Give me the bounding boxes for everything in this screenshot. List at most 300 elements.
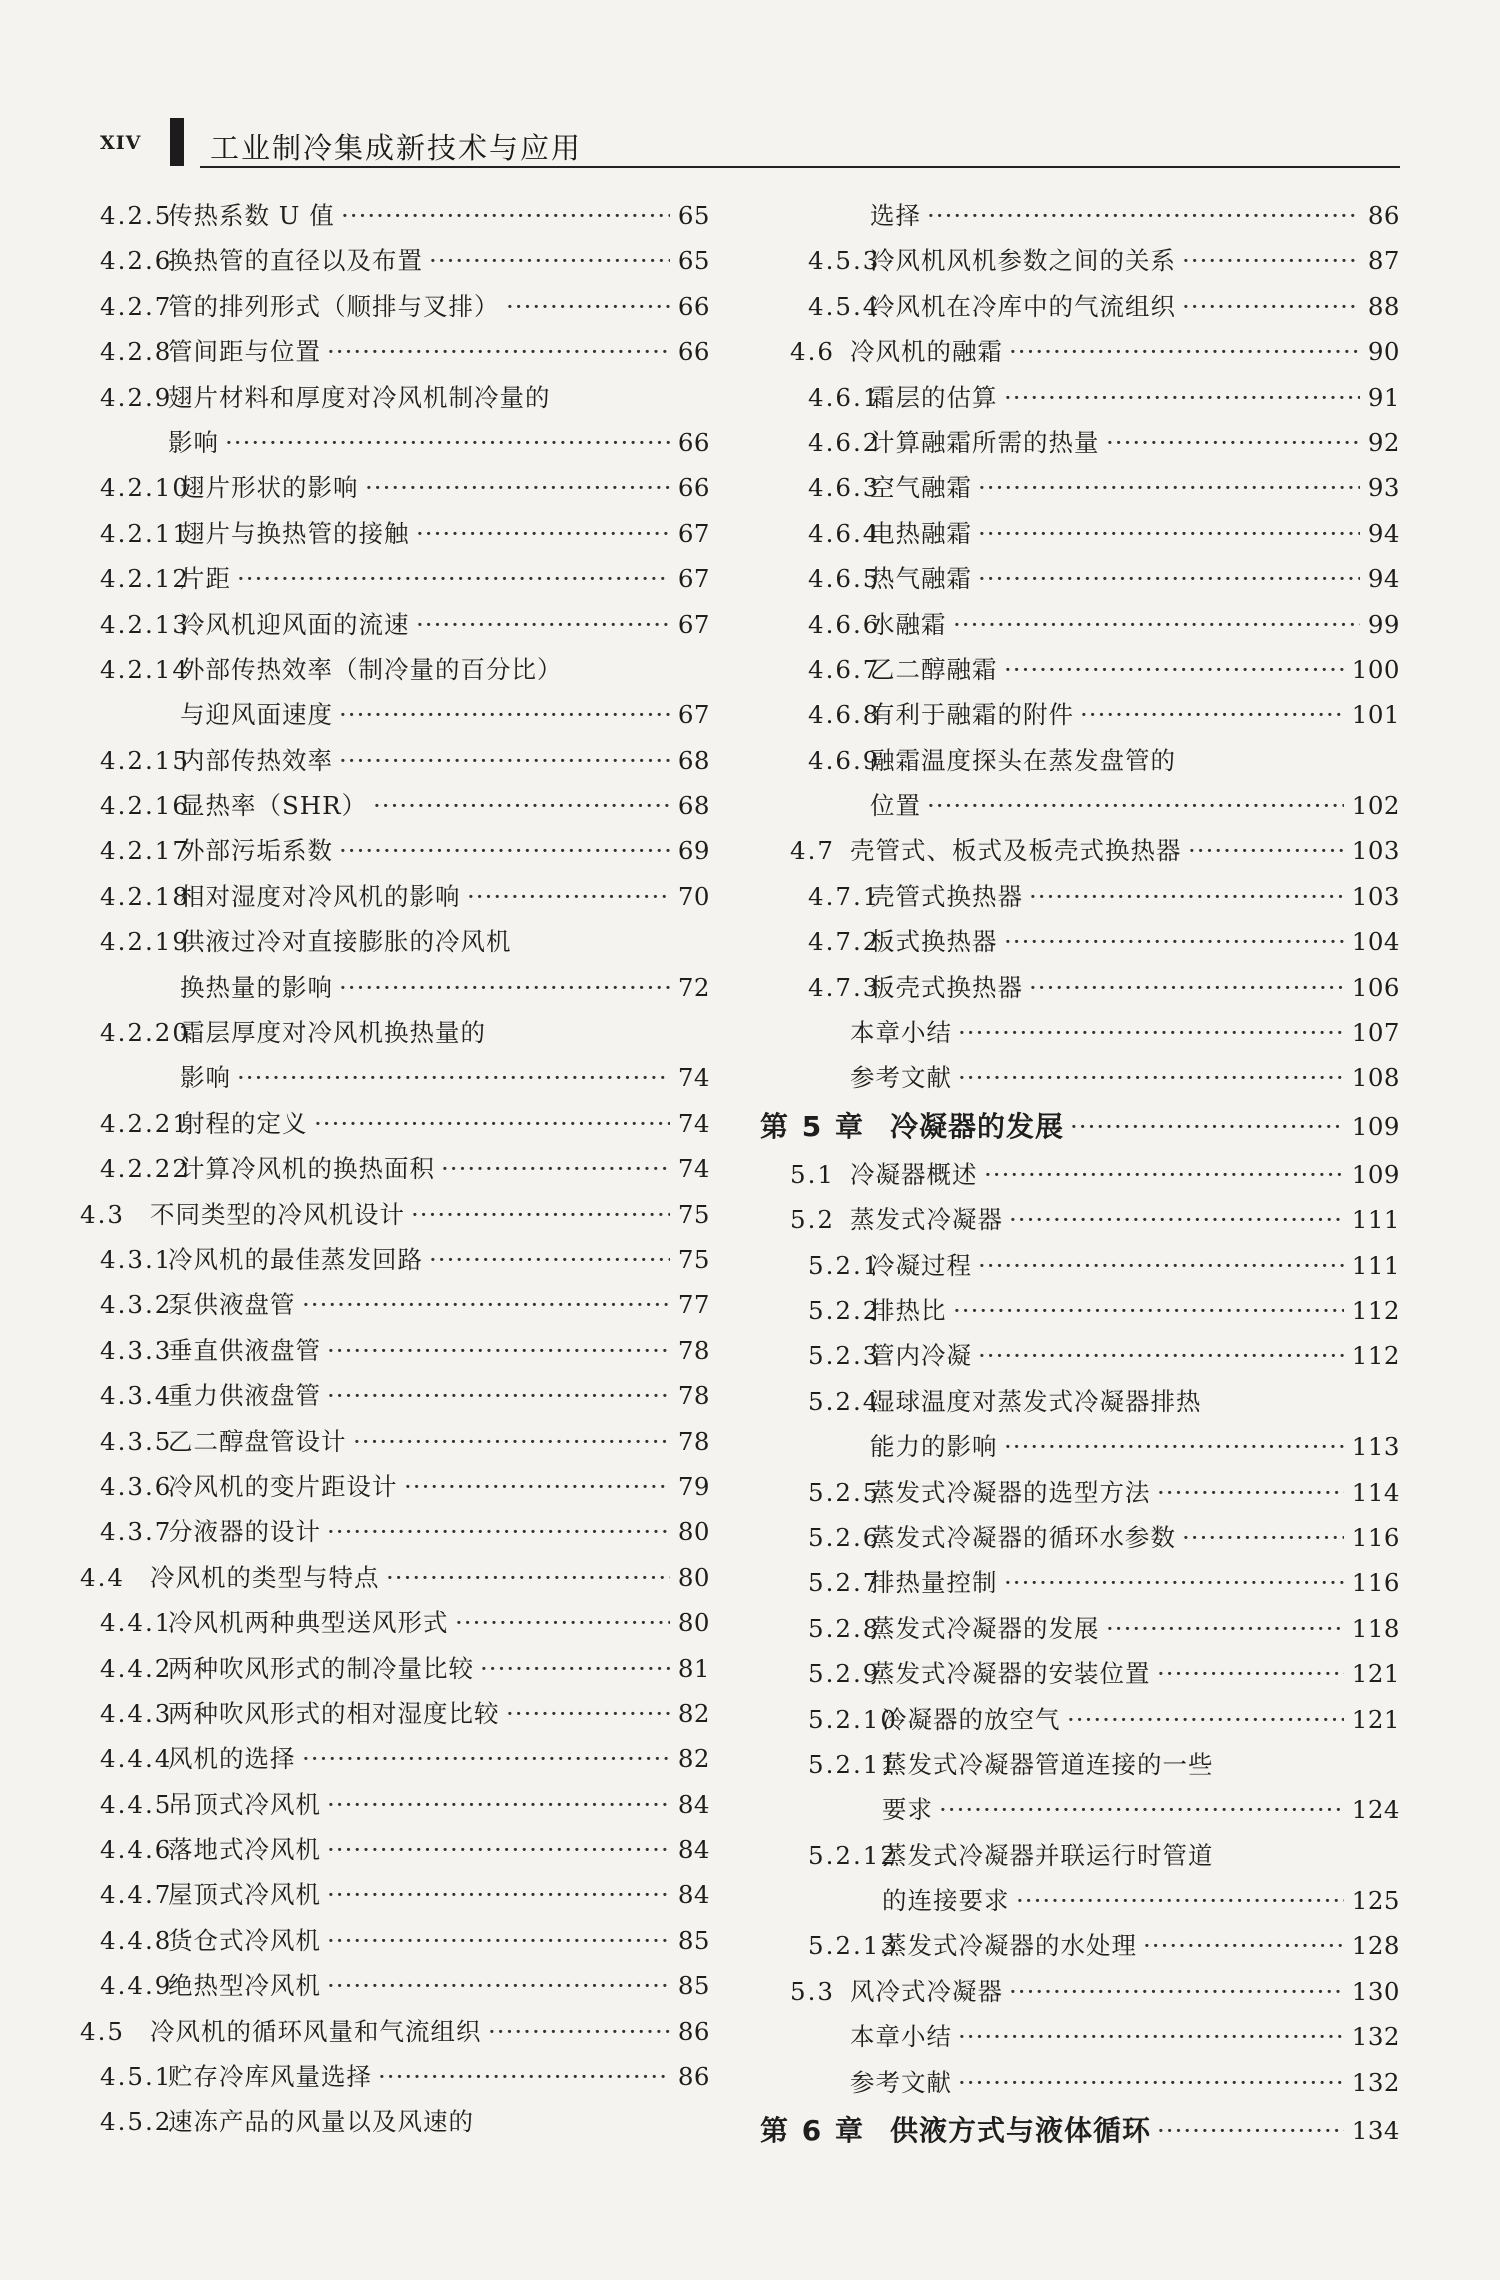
dot-leader xyxy=(1080,692,1344,737)
toc-entry-number: 5.2.6 xyxy=(808,1522,881,1552)
toc-entry-number: 5.2.7 xyxy=(808,1568,881,1598)
toc-entry xyxy=(760,919,1400,964)
dot-leader xyxy=(927,783,1344,828)
toc-entry-title: 选择 xyxy=(870,201,921,230)
toc-entry xyxy=(80,919,710,964)
dot-leader xyxy=(429,238,670,283)
toc-entry-title: 外部污垢系数 xyxy=(180,836,333,866)
dot-leader xyxy=(378,2054,670,2099)
dot-leader xyxy=(958,2014,1344,2059)
toc-entry-title: 融霜温度探头在蒸发盘管的 xyxy=(870,745,1176,775)
toc-entry xyxy=(760,1787,1400,1832)
dot-leader xyxy=(978,556,1360,601)
toc-entry-title: 绝热型冷风机 xyxy=(168,1971,321,2001)
dot-leader xyxy=(1009,329,1360,374)
toc-entry xyxy=(80,238,710,283)
header-rule xyxy=(200,166,1400,168)
toc-entry xyxy=(760,602,1400,647)
toc-entry-number: 4.2.6 xyxy=(100,246,173,276)
toc-entry-number: 4.2.8 xyxy=(100,337,173,367)
dot-leader xyxy=(353,1419,670,1464)
toc-entry xyxy=(80,1736,710,1781)
toc-entry-number: 4.4.1 xyxy=(100,1608,173,1638)
dot-leader xyxy=(416,602,670,647)
toc-entry-page: 66 xyxy=(677,337,710,367)
toc-entry xyxy=(80,1918,710,1963)
toc-entry-title: 乙二醇盘管设计 xyxy=(168,1426,347,1456)
toc-entry-title: 管间距与位置 xyxy=(168,337,321,367)
toc-entry-page: 104 xyxy=(1351,927,1400,957)
toc-entry xyxy=(760,1152,1400,1197)
toc-entry-number: 4.2.21 xyxy=(100,1108,190,1138)
toc-entry xyxy=(760,238,1400,283)
toc-entry-title: 换热管的直径以及布置 xyxy=(168,246,423,276)
dot-leader xyxy=(1106,420,1360,465)
page-number: XIV xyxy=(100,132,142,154)
toc-entry-title: 风机的选择 xyxy=(168,1744,296,1774)
toc-entry-title: 泵供液盘管 xyxy=(168,1290,296,1320)
toc-entry xyxy=(80,1192,710,1237)
toc-entry xyxy=(760,965,1400,1010)
toc-entry-page: 111 xyxy=(1351,1205,1400,1235)
toc-entry-title: 冷风机两种典型送风形式 xyxy=(168,1608,449,1638)
toc-entry-page: 67 xyxy=(677,700,710,730)
toc-entry-title: 射程的定义 xyxy=(180,1108,308,1138)
dot-leader xyxy=(302,1736,670,1781)
toc-entry xyxy=(760,647,1400,692)
toc-entry-page: 94 xyxy=(1367,564,1400,594)
toc-entry-title: 管内冷凝 xyxy=(870,1341,972,1371)
toc-entry-number: 4.3.1 xyxy=(100,1244,173,1274)
toc-entry xyxy=(760,1055,1400,1100)
toc-entry-page: 66 xyxy=(677,427,710,457)
dot-leader xyxy=(1070,1101,1344,1152)
dot-leader xyxy=(339,738,670,783)
toc-entry-page: 68 xyxy=(677,745,710,775)
toc-entry-page: 132 xyxy=(1351,2067,1400,2097)
toc-entry-page: 125 xyxy=(1351,1886,1400,1916)
dot-leader xyxy=(939,1787,1344,1832)
toc-entry-title: 翅片材料和厚度对冷风机制冷量的 xyxy=(168,382,551,412)
toc-entry-number: 4.6.5 xyxy=(808,564,881,594)
toc-right-column xyxy=(760,193,1400,2156)
toc-entry xyxy=(80,329,710,374)
toc-entry xyxy=(80,874,710,919)
toc-entry-number: 4.4.8 xyxy=(100,1925,173,1955)
toc-entry-title: 水融霜 xyxy=(870,609,947,639)
toc-entry-number: 4.2.17 xyxy=(100,836,190,866)
book-title: 工业制冷集成新技术与应用 xyxy=(210,131,583,165)
toc-entry-page: 116 xyxy=(1351,1568,1400,1598)
toc-entry-title: 屋顶式冷风机 xyxy=(168,1880,321,1910)
toc-entry-number: 5.2.3 xyxy=(808,1341,881,1371)
dot-leader xyxy=(314,1101,670,1146)
toc-entry-number: 5.2.13 xyxy=(808,1931,898,1961)
toc-entry-number: 4.6.2 xyxy=(808,427,881,457)
dot-leader xyxy=(488,2009,670,2054)
toc-entry-page: 74 xyxy=(677,1108,710,1138)
toc-entry-title: 冷凝过程 xyxy=(870,1250,972,1280)
toc-chapter-entry xyxy=(760,1101,1400,1152)
toc-entry xyxy=(760,193,1400,238)
dot-leader xyxy=(1157,2105,1344,2156)
dot-leader xyxy=(480,1646,670,1691)
toc-entry-number: 第 5 章 xyxy=(760,1109,865,1143)
toc-entry-title: 的连接要求 xyxy=(882,1886,1010,1916)
toc-entry-page: 109 xyxy=(1351,1111,1400,1141)
toc-entry xyxy=(760,375,1400,420)
toc-entry-number: 4.2.19 xyxy=(100,927,190,957)
toc-entry-number: 4.5.4 xyxy=(808,291,881,321)
dot-leader xyxy=(1188,828,1344,873)
toc-entry-title: 吊顶式冷风机 xyxy=(168,1789,321,1819)
toc-entry-title: 参考文献 xyxy=(850,2067,952,2097)
toc-entry xyxy=(760,329,1400,374)
dot-leader xyxy=(1106,1606,1344,1651)
toc-entry-page: 118 xyxy=(1351,1613,1400,1643)
dot-leader xyxy=(327,1373,670,1418)
toc-entry-title: 蒸发式冷凝器的发展 xyxy=(870,1613,1100,1643)
toc-entry xyxy=(760,1010,1400,1055)
toc-entry xyxy=(760,1697,1400,1742)
toc-entry xyxy=(80,965,710,1010)
toc-entry-title: 霜层的估算 xyxy=(870,382,998,412)
toc-entry xyxy=(760,1333,1400,1378)
toc-entry-page: 114 xyxy=(1351,1477,1400,1507)
dot-leader xyxy=(1067,1697,1344,1742)
toc-entry-page: 84 xyxy=(677,1880,710,1910)
dot-leader xyxy=(327,1963,670,2008)
toc-entry xyxy=(80,420,710,465)
dot-leader xyxy=(1004,375,1360,420)
toc-entry-page: 87 xyxy=(1367,246,1400,276)
toc-entry-page: 103 xyxy=(1351,836,1400,866)
toc-entry xyxy=(760,1969,1400,2014)
toc-entry-page: 99 xyxy=(1367,609,1400,639)
toc-entry-number: 4.2.12 xyxy=(100,564,190,594)
toc-entry-title: 内部传热效率 xyxy=(180,745,333,775)
toc-entry xyxy=(760,556,1400,601)
toc-entry-number: 4.5.2 xyxy=(100,2107,173,2137)
toc-entry-title: 湿球温度对蒸发式冷凝器排热 xyxy=(870,1386,1202,1416)
toc-entry-title: 片距 xyxy=(180,564,231,594)
toc-entry xyxy=(80,1419,710,1464)
toc-entry xyxy=(80,511,710,556)
toc-entry-title: 本章小结 xyxy=(850,1018,952,1048)
toc-entry-page: 128 xyxy=(1351,1931,1400,1961)
toc-entry-number: 4.2.10 xyxy=(100,473,190,503)
toc-entry xyxy=(760,1197,1400,1242)
toc-entry-page: 113 xyxy=(1351,1432,1400,1462)
toc-entry-title: 计算冷风机的换热面积 xyxy=(180,1154,435,1184)
dot-leader xyxy=(1016,1878,1344,1923)
toc-entry-page: 81 xyxy=(677,1653,710,1683)
toc-entry-title: 冷凝器概述 xyxy=(850,1159,978,1189)
toc-entry xyxy=(760,1424,1400,1469)
toc-entry xyxy=(80,1101,710,1146)
dot-leader xyxy=(327,329,670,374)
toc-entry-number: 5.2.4 xyxy=(808,1386,881,1416)
toc-entry-title: 冷风机的循环风量和气流组织 xyxy=(150,2016,482,2046)
dot-leader xyxy=(1182,238,1360,283)
toc-entry-page: 132 xyxy=(1351,2022,1400,2052)
toc-entry-title: 冷风机风机参数之间的关系 xyxy=(870,246,1176,276)
toc-entry xyxy=(80,1827,710,1872)
dot-leader xyxy=(429,1237,670,1282)
toc-entry-title: 垂直供液盘管 xyxy=(168,1335,321,1365)
toc-entry-page: 121 xyxy=(1351,1659,1400,1689)
toc-entry xyxy=(80,602,710,647)
toc-entry-title: 蒸发式冷凝器并联运行时管道 xyxy=(882,1840,1214,1870)
toc-entry xyxy=(80,1237,710,1282)
dot-leader xyxy=(1182,1515,1344,1560)
dot-leader xyxy=(1157,1470,1344,1515)
toc-entry-page: 77 xyxy=(677,1290,710,1320)
toc-entry-number: 4.4.5 xyxy=(100,1789,173,1819)
toc-entry-number: 第 6 章 xyxy=(760,2114,865,2148)
toc-entry-number: 4.4.6 xyxy=(100,1835,173,1865)
toc-entry-number: 4.6.1 xyxy=(808,382,881,412)
toc-entry-title: 相对湿度对冷风机的影响 xyxy=(180,881,461,911)
toc-entry xyxy=(80,1600,710,1645)
toc-entry-number: 4.4.3 xyxy=(100,1698,173,1728)
toc-entry-title: 冷凝器的放空气 xyxy=(882,1704,1061,1734)
toc-entry-page: 68 xyxy=(677,791,710,821)
toc-entry xyxy=(760,1560,1400,1605)
toc-entry-title: 要求 xyxy=(882,1795,933,1825)
toc-entry xyxy=(80,1646,710,1691)
toc-entry-page: 88 xyxy=(1367,291,1400,321)
toc-entry-page: 75 xyxy=(677,1244,710,1274)
toc-entry-page: 112 xyxy=(1351,1295,1400,1325)
toc-entry xyxy=(80,1373,710,1418)
toc-entry-page: 85 xyxy=(677,1971,710,2001)
toc-entry-title: 供液过冷对直接膨胀的冷风机 xyxy=(180,927,512,957)
toc-entry-title: 壳管式、板式及板壳式换热器 xyxy=(850,836,1182,866)
toc-entry-title: 排热比 xyxy=(870,1295,947,1325)
toc-entry-number: 4.7.2 xyxy=(808,927,881,957)
toc-entry xyxy=(80,1146,710,1191)
toc-entry-page: 75 xyxy=(677,1199,710,1229)
toc-entry-title: 供液方式与液体循环 xyxy=(890,2114,1152,2148)
toc-entry-page: 124 xyxy=(1351,1795,1400,1825)
toc-entry-title: 热气融霜 xyxy=(870,564,972,594)
toc-entry-title: 风冷式冷凝器 xyxy=(850,1976,1003,2006)
toc-entry-number: 4.7.3 xyxy=(808,972,881,1002)
toc-entry-number: 4.2.22 xyxy=(100,1154,190,1184)
dot-leader xyxy=(327,1782,670,1827)
toc-entry-number: 5.2.10 xyxy=(808,1704,898,1734)
toc-entry-title: 影响 xyxy=(180,1063,231,1093)
toc-entry-number: 5.2.9 xyxy=(808,1659,881,1689)
dot-leader xyxy=(506,284,670,329)
dot-leader xyxy=(327,1918,670,1963)
toc-entry-title: 蒸发式冷凝器管道连接的一些 xyxy=(882,1749,1214,1779)
toc-entry-title: 乙二醇融霜 xyxy=(870,654,998,684)
toc-entry-page: 121 xyxy=(1351,1704,1400,1734)
toc-entry-number: 5.2.11 xyxy=(808,1749,898,1779)
toc-entry-page: 109 xyxy=(1351,1159,1400,1189)
toc-entry-number: 5.2.12 xyxy=(808,1840,898,1870)
toc-entry-page: 80 xyxy=(677,1562,710,1592)
toc-entry xyxy=(80,783,710,828)
dot-leader xyxy=(327,1328,670,1373)
dot-leader xyxy=(404,1464,670,1509)
toc-entry xyxy=(80,647,710,692)
toc-entry-number: 4.6.9 xyxy=(808,745,881,775)
toc-entry xyxy=(80,2009,710,2054)
toc-entry-number: 4.6 xyxy=(790,337,835,367)
toc-entry-page: 80 xyxy=(677,1608,710,1638)
dot-leader xyxy=(411,1192,670,1237)
toc-entry-number: 4.6.7 xyxy=(808,654,881,684)
toc-entry-number: 4.4.4 xyxy=(100,1744,173,1774)
dot-leader xyxy=(1029,965,1344,1010)
dot-leader xyxy=(1009,1197,1344,1242)
toc-entry-title: 冷风机的变片距设计 xyxy=(168,1471,398,1501)
toc-entry-title: 有利于融霜的附件 xyxy=(870,700,1074,730)
dot-leader xyxy=(339,828,670,873)
toc-entry-title: 翅片与换热管的接触 xyxy=(180,518,410,548)
dot-leader xyxy=(1029,874,1344,919)
toc-entry-page: 79 xyxy=(677,1471,710,1501)
toc-entry xyxy=(760,511,1400,556)
toc-entry-page: 112 xyxy=(1351,1341,1400,1371)
toc-entry-number: 5.2.5 xyxy=(808,1477,881,1507)
toc-entry-title: 影响 xyxy=(168,427,219,457)
dot-leader xyxy=(984,1152,1344,1197)
dot-leader xyxy=(327,1509,670,1554)
toc-entry-title: 冷风机迎风面的流速 xyxy=(180,609,410,639)
toc-entry-number: 5.3 xyxy=(790,1976,835,2006)
toc-entry-page: 67 xyxy=(677,609,710,639)
toc-entry-number: 4.2.14 xyxy=(100,654,190,684)
toc-entry xyxy=(80,1010,710,1055)
toc-entry-number: 4.2.7 xyxy=(100,291,173,321)
toc-entry-number: 4.3.3 xyxy=(100,1335,173,1365)
toc-entry xyxy=(760,2014,1400,2059)
toc-entry-number: 4.5 xyxy=(80,2016,125,2046)
toc-entry-page: 108 xyxy=(1351,1063,1400,1093)
toc-entry xyxy=(80,375,710,420)
toc-entry-page: 84 xyxy=(677,1789,710,1819)
toc-entry xyxy=(80,193,710,238)
toc-entry-title: 板式换热器 xyxy=(870,927,998,957)
toc-entry xyxy=(760,465,1400,510)
toc-entry-number: 5.2.1 xyxy=(808,1250,881,1280)
toc-entry-title: 冷风机在冷库中的气流组织 xyxy=(870,291,1176,321)
toc-entry xyxy=(760,1470,1400,1515)
toc-entry-page: 67 xyxy=(677,518,710,548)
toc-entry-page: 94 xyxy=(1367,518,1400,548)
dot-leader xyxy=(386,1555,670,1600)
toc-entry-title: 霜层厚度对冷风机换热量的 xyxy=(180,1018,486,1048)
dot-leader xyxy=(416,511,670,556)
toc-entry-title: 速冻产品的风量以及风速的 xyxy=(168,2107,474,2137)
toc-entry-title: 两种吹风形式的制冷量比较 xyxy=(168,1653,474,1683)
toc-entry-title: 空气融霜 xyxy=(870,473,972,503)
toc-entry xyxy=(80,465,710,510)
toc-entry-page: 111 xyxy=(1351,1250,1400,1280)
dot-leader xyxy=(365,465,670,510)
toc-entry-title: 货仓式冷风机 xyxy=(168,1925,321,1955)
toc-entry xyxy=(760,420,1400,465)
dot-leader xyxy=(978,465,1360,510)
toc-entry-number: 4.2.9 xyxy=(100,382,173,412)
dot-leader xyxy=(506,1691,670,1736)
toc-entry xyxy=(760,1651,1400,1696)
toc-entry-title: 落地式冷风机 xyxy=(168,1835,321,1865)
dot-leader xyxy=(373,783,670,828)
toc-entry-number: 4.3.7 xyxy=(100,1517,173,1547)
toc-entry-number: 4.7 xyxy=(790,836,835,866)
toc-entry-page: 85 xyxy=(677,1925,710,1955)
toc-entry-number: 4.5.3 xyxy=(808,246,881,276)
toc-entry xyxy=(760,1243,1400,1288)
toc-entry-title: 两种吹风形式的相对湿度比较 xyxy=(168,1698,500,1728)
toc-entry xyxy=(80,284,710,329)
toc-entry xyxy=(760,1923,1400,1968)
toc-entry-title: 与迎风面速度 xyxy=(180,700,333,730)
header-bar xyxy=(170,118,184,166)
dot-leader xyxy=(1004,647,1344,692)
toc-entry-page: 100 xyxy=(1351,654,1400,684)
toc-entry-page: 90 xyxy=(1367,337,1400,367)
toc-entry xyxy=(80,828,710,873)
dot-leader xyxy=(958,1055,1344,1100)
toc-entry-page: 66 xyxy=(677,291,710,321)
toc-entry-page: 67 xyxy=(677,564,710,594)
toc-entry-page: 72 xyxy=(677,972,710,1002)
toc-entry xyxy=(760,1515,1400,1560)
toc-entry-title: 冷风机的最佳蒸发回路 xyxy=(168,1244,423,1274)
toc-entry xyxy=(760,1878,1400,1923)
toc-entry xyxy=(80,556,710,601)
toc-entry-page: 78 xyxy=(677,1335,710,1365)
toc-entry-number: 4.6.4 xyxy=(808,518,881,548)
toc-entry-number: 4.2.16 xyxy=(100,791,190,821)
toc-entry-page: 92 xyxy=(1367,427,1400,457)
toc-left-column xyxy=(80,193,710,2145)
toc-entry-page: 82 xyxy=(677,1744,710,1774)
dot-leader xyxy=(341,193,670,238)
toc-entry-number: 4.3.6 xyxy=(100,1471,173,1501)
dot-leader xyxy=(953,1288,1344,1333)
dot-leader xyxy=(339,692,670,737)
toc-entry-number: 4.6.3 xyxy=(808,473,881,503)
toc-entry-page: 74 xyxy=(677,1063,710,1093)
toc-entry-title: 蒸发式冷凝器的循环水参数 xyxy=(870,1522,1176,1552)
toc-entry-page: 82 xyxy=(677,1698,710,1728)
toc-entry-title: 分液器的设计 xyxy=(168,1517,321,1547)
toc-entry xyxy=(760,1742,1400,1787)
toc-entry-title: 换热量的影响 xyxy=(180,972,333,1002)
toc-entry-title: 蒸发式冷凝器的选型方法 xyxy=(870,1477,1151,1507)
dot-leader xyxy=(441,1146,670,1191)
toc-entry xyxy=(80,1555,710,1600)
toc-entry-title: 计算融霜所需的热量 xyxy=(870,427,1100,457)
toc-entry-title: 传热系数 U 值 xyxy=(168,201,335,230)
dot-leader xyxy=(302,1282,670,1327)
toc-entry-title: 蒸发式冷凝器的水处理 xyxy=(882,1931,1137,1961)
toc-entry xyxy=(80,1282,710,1327)
toc-entry xyxy=(80,2054,710,2099)
toc-entry-title: 排热量控制 xyxy=(870,1568,998,1598)
toc-entry xyxy=(760,2060,1400,2105)
dot-leader xyxy=(958,1010,1344,1055)
dot-leader xyxy=(978,1243,1344,1288)
toc-entry-title: 本章小结 xyxy=(850,2022,952,2052)
